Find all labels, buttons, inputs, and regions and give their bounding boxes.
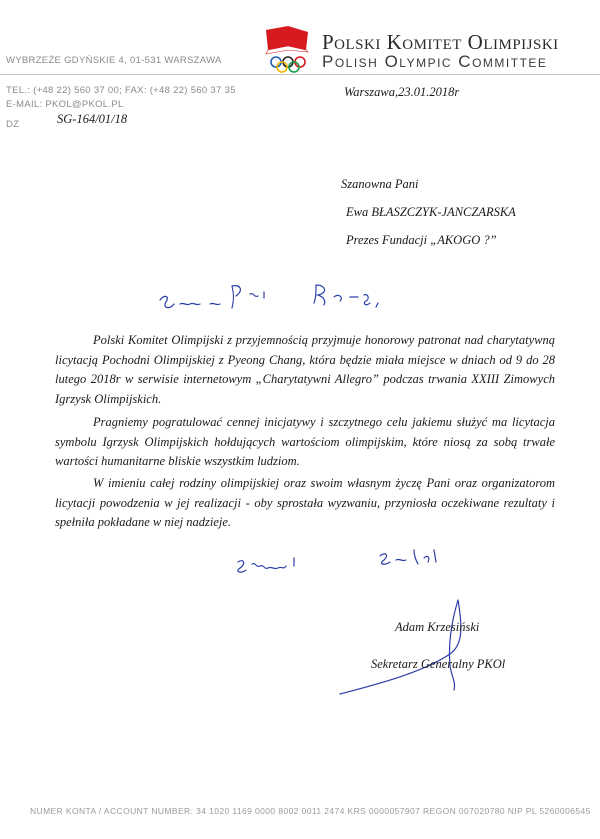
body-paragraph-2: Pragniemy pogratulować cennej inicjatywy i szczytnego celu jakiemu służyć ma licytacja symbolu Igrzysk Olimpijskich hołdujących wartościom olimpijskim, które niosą za sobą trwałe wartości humanitarne bliskie wszystkim ludziom. — [55, 415, 555, 468]
mail-line: E-MAIL: PKOL@PKOL.PL — [6, 99, 124, 110]
recipient-salutation: Szanowna Pani — [341, 177, 419, 191]
reference-number: SG-164/01/18 — [57, 112, 128, 126]
signatory-role: Sekretarz Generalny PKOl — [371, 657, 506, 671]
dz-label: DZ — [6, 119, 20, 130]
handwritten-greeting-stroke — [160, 296, 220, 307]
recipient-title: Prezes Fundacji „AKOGO ?” — [346, 233, 497, 247]
handwritten-closing-stroke — [238, 558, 294, 572]
olympic-logo-icon — [262, 24, 314, 76]
letter-date: Warszawa,23.01.2018r — [344, 85, 460, 99]
body-paragraph-1: Polski Komitet Olimpijski z przyjemnością przyjmuje honorowy patronat nad charytatywną licytacją Pochodni Olimpijskiej z Pyeong Chang, która będzie miała miejsce w dniach od 9 do 28 lutego 2018r w serwisie internetowym „Charytatywni Allegro” podczas trwania XXIII Zimowych Igrzysk Olimpijskich. — [55, 333, 555, 406]
body-paragraph-3: W imieniu całej rodziny olimpijskiej oraz swoim własnym życzę Pani oraz organizatorom licytacji powodzenia w jej realizacji - oby sprostała wyzwaniu, przyniosła oczekiwane rezultaty i spełniła pokładane w niej nadzieje. — [55, 476, 555, 529]
signatory-name: Adam Krzesiński — [395, 620, 480, 634]
recipient-name: Ewa BŁASZCZYK-JANCZARSKA — [346, 205, 516, 219]
bank-account-footer: NUMER KONTA / ACCOUNT NUMBER: 34 1020 1169 0000 8002 0011 2474 KRS 0000057907 REGON 007020780 NIP PL 5260006545 — [30, 806, 591, 816]
header-divider — [0, 74, 600, 75]
org-name-en: Polish Olympic Committee — [322, 52, 548, 71]
address-line: WYBRZEŻE GDYŃSKIE 4, 01-531 WARSZAWA — [6, 55, 222, 66]
org-name-pl: Polski Komitet Olimpijski — [322, 30, 559, 54]
phone-line: TEL.: (+48 22) 560 37 00; FAX: (+48 22) 560 37 35 — [6, 85, 236, 96]
signature-stroke — [340, 600, 461, 694]
